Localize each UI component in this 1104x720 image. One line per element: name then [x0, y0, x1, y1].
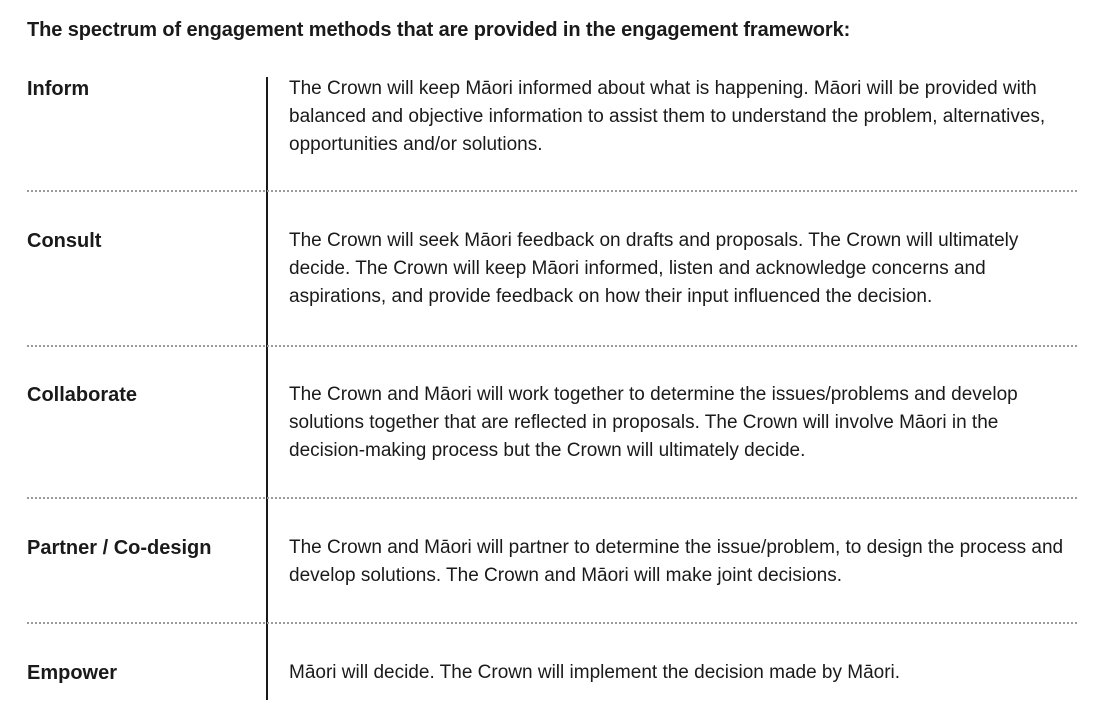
row-separator: [27, 345, 1077, 347]
method-description: The Crown will keep Māori informed about what is happening. Māori will be provided with balanced and objective information to assist them to understand the problem, alternatives, opportunities and/or solutions.: [289, 78, 1046, 155]
method-description: The Crown will seek Māori feedback on drafts and proposals. The Crown will ultimately decide. The Crown will keep Māori informed, listen and acknowledge concerns and aspirations, and provide feedback on how their input influenced the decision.: [289, 230, 1019, 307]
row-separator: [27, 497, 1077, 499]
row-separator: [27, 622, 1077, 624]
method-description: The Crown and Māori will work together to determine the issues/problems and develop solutions together that are reflected in proposals. The Crown will involve Māori in the decision-making process but the Crown will ultimately decide.: [289, 384, 1018, 461]
method-term: Partner / Co-design: [27, 537, 212, 559]
method-term: Consult: [27, 230, 102, 252]
column-divider: [266, 77, 268, 700]
method-description: The Crown and Māori will partner to determine the issue/problem, to design the process and develop solutions. The Crown and Māori will make joint decisions.: [289, 537, 1064, 586]
method-term: Empower: [27, 662, 118, 684]
method-term: Inform: [27, 78, 90, 100]
method-description: Māori will decide. The Crown will implement the decision made by Māori.: [289, 662, 901, 683]
method-term: Collaborate: [27, 384, 138, 406]
row-separator: [27, 190, 1077, 192]
section-heading: The spectrum of engagement methods that are provided in the engagement framework:: [27, 19, 851, 41]
